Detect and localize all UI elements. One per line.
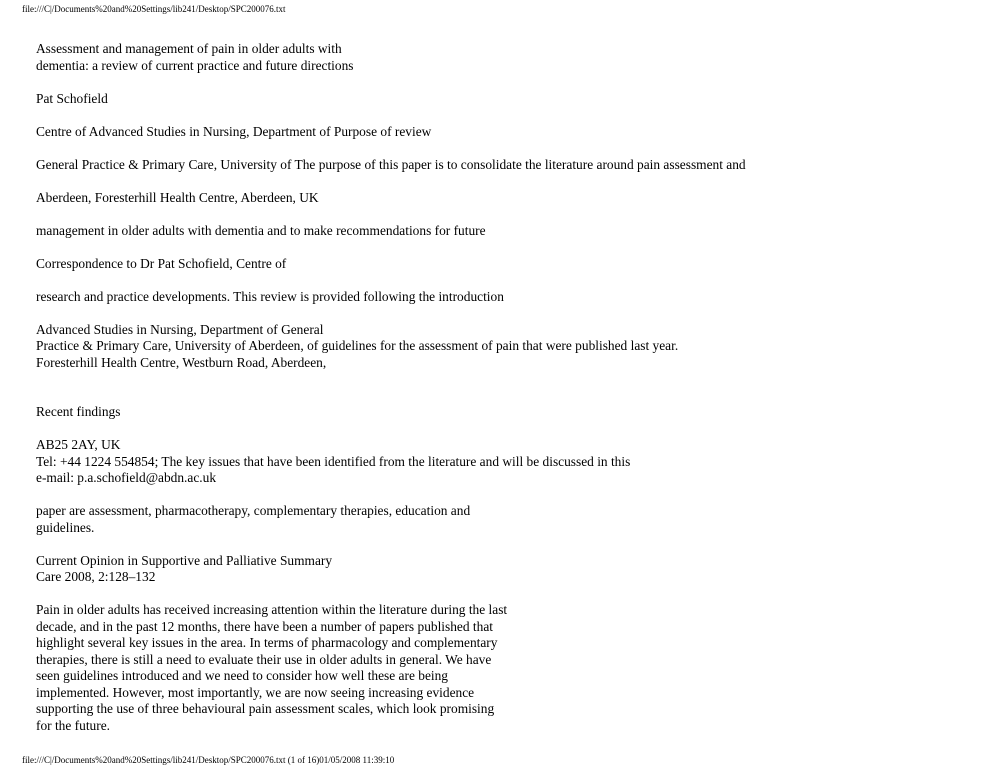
purpose-management-line: management in older adults with dementia and to make recommendations for future: [36, 222, 486, 238]
citation-block: [36, 553, 976, 586]
citation-line: Current Opinion in Supportive and Palliative Summary: [36, 552, 333, 568]
citation-line: Care 2008, 2:128–132: [36, 569, 156, 584]
summary-line: implemented. However, most importantly, we are now seeing increasing evidence: [36, 684, 475, 700]
key-issues-line: guidelines.: [36, 519, 95, 535]
document-body: [36, 41, 976, 751]
key-issues-block: [36, 503, 976, 536]
summary-line: seen guidelines introduced and we need to consider how well these are being: [36, 668, 448, 683]
affiliation-aberdeen-line: Aberdeen, Foresterhill Health Centre, Aberdeen, UK: [36, 189, 319, 205]
summary-line: decade, and in the past 12 months, there have been a number of papers published that: [36, 618, 493, 634]
affiliation-general-practice-line: General Practice & Primary Care, University of The purpose of this paper is to consolidate the literature around pain assessment and: [36, 156, 746, 172]
affiliation-centre-line: Centre of Advanced Studies in Nursing, Department of Purpose of review: [36, 123, 432, 139]
summary-line: therapies, there is still a need to evaluate their use in older adults in general. We have: [36, 651, 492, 667]
print-header-path: file:///C|/Documents%20and%20Settings/lib241/Desktop/SPC200076.txt: [22, 4, 286, 14]
correspondence-address-block: [36, 322, 976, 372]
title-line: dementia: a review of current practice and future directions: [36, 57, 354, 73]
key-issues-line: paper are assessment, pharmacotherapy, complementary therapies, education and: [36, 503, 471, 518]
correspondence-line: Correspondence to Dr Pat Schofield, Centre of: [36, 255, 287, 271]
summary-paragraph: [36, 602, 976, 734]
summary-line: supporting the use of three behavioural pain assessment scales, which look promising: [36, 701, 495, 716]
telephone-line: Tel: +44 1224 554854; The key issues that have been identified from the literature and will be discussed in this: [36, 453, 631, 469]
email-line: e-mail: p.a.schofield@abdn.ac.uk: [36, 470, 217, 485]
address-line: Foresterhill Health Centre, Westburn Road, Aberdeen,: [36, 354, 327, 370]
contact-block: [36, 437, 976, 487]
recent-findings-heading: Recent findings: [36, 404, 121, 419]
address-line: Advanced Studies in Nursing, Department of General: [36, 321, 324, 337]
summary-line: highlight several key issues in the area. In terms of pharmacology and complementary: [36, 635, 498, 650]
summary-line: Pain in older adults has received increasing attention within the literature during the last: [36, 602, 508, 617]
postcode-line: AB25 2AY, UK: [36, 437, 121, 452]
summary-line: for the future.: [36, 717, 110, 733]
print-footer: file:///C|/Documents%20and%20Settings/lib241/Desktop/SPC200076.txt (1 of 16)01/05/2008 11:39:10: [22, 755, 395, 765]
article-title: [36, 41, 976, 74]
purpose-research-line: research and practice developments. This review is provided following the introduction: [36, 288, 504, 304]
title-line: Assessment and management of pain in older adults with: [36, 41, 342, 56]
address-line: Practice & Primary Care, University of Aberdeen, of guidelines for the assessment of pain that were published last year.: [36, 338, 679, 353]
author-name: Pat Schofield: [36, 90, 108, 106]
